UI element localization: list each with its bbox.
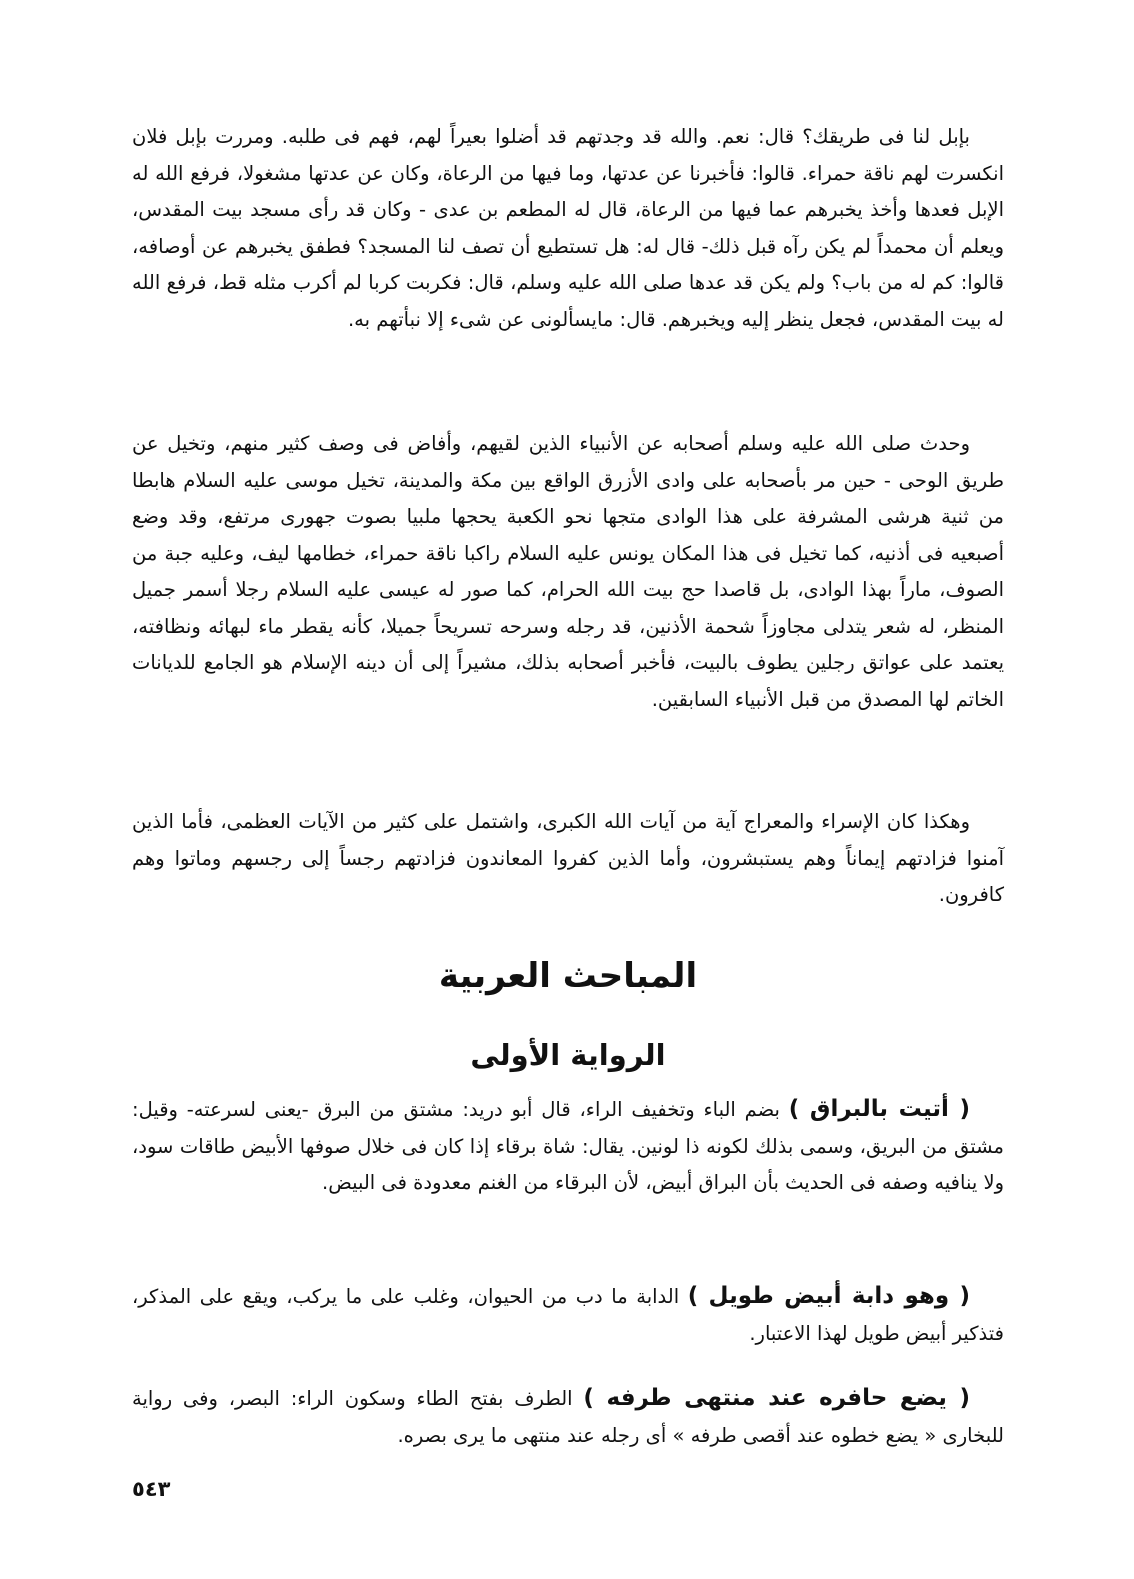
body-paragraph-2 — [132, 426, 1004, 718]
entry-term: ( يضع حافره عند منتهى طرفه ) — [583, 1385, 970, 1411]
entry-explanation: الطرف بفتح الطاء وسكون الراء: البصر، وفى رواية للبخارى « يضع خطوه عند أقصى طرفه » أى رجله عند منتهى ما يرى بصره. — [132, 1387, 1004, 1447]
entry-text — [132, 1278, 1004, 1352]
paragraph-text: بإبل لنا فى طريقك؟ قال: نعم. والله قد وجدتهم قد أضلوا بعيراً لهم، فهم فى طلبه. ومررت بإبل فلان انكسرت لهم ناقة حمراء. قالوا: فأخبرنا عن عدتها، وما فيها من الرعاة، وكان عن عدتها مشغولا، فرفع الله له الإبل فعدها وأخذ يخبرهم عما فيها من الرعاة، قال له المطعم بن عدى - وكان قد رأى مسجد بيت المقدس، ويعلم أن محمداً لم يكن رآه قبل ذلك- قال له: هل تستطيع أن تصف لنا المسجد؟ فطفق يخبرهم عن أوصافه، قالوا: كم له من باب؟ ولم يكن قد عدها صلى الله عليه وسلم، قال: فكربت كربا لم أكرب مثله قط، فرفع الله له بيت المقدس، فجعل ينظر إليه ويخبرهم. قال: مايسألونى عن شىء إلا نبأتهم به. — [132, 125, 1004, 331]
glossary-entry-1 — [132, 1091, 1004, 1202]
glossary-entry-3 — [132, 1380, 1004, 1454]
entry-text — [132, 1091, 1004, 1202]
body-paragraph-1 — [132, 119, 1004, 338]
entry-explanation: الدابة ما دب من الحيوان، وغلب على ما يركب، ويقع على المذكر، فتذكير أبيض طويل لهذا الاعتبار. — [132, 1285, 1004, 1345]
entry-term: ( أتيت بالبراق ) — [788, 1096, 970, 1122]
page-number: ٥٤٣ — [132, 1477, 171, 1501]
subsection-title: الرواية الأولى — [470, 1038, 666, 1072]
glossary-entry-2 — [132, 1278, 1004, 1352]
paragraph-text: وحدث صلى الله عليه وسلم أصحابه عن الأنبياء الذين لقيهم، وأفاض فى وصف كثير منهم، وتخيل عن طريق الوحى - حين مر بأصحابه على وادى الأزرق الواقع بين مكة والمدينة، تخيل موسى عليه السلام هابطا من ثنية هرشى المشرفة على هذا الوادى متجها نحو الكعبة يحجها ملبيا بصوت جهورى مرتفع، وقد وضع أصبعيه فى أذنيه، كما تخيل فى هذا المكان يونس عليه السلام راكبا ناقة حمراء، خطامها ليف، وعليه جبة من الصوف، ماراً بهذا الوادى، بل قاصدا حج بيت الله الحرام، كما صور له عيسى عليه السلام رجلا أسمر جميل المنظر، له شعر يتدلى مجاوزاً شحمة الأذنين، قد رجله وسرحه تسريحاً جميلا، كأنه يقطر ماء لبهائه ونظافته، يعتمد على عواتق رجلين يطوف بالبيت، فأخبر أصحابه بذلك، مشيراً إلى أن دينه الإسلام هو الجامع للديانات الخاتم لها المصدق من قبل الأنبياء السابقين. — [132, 432, 1004, 711]
entry-term: ( وهو دابة أبيض طويل ) — [687, 1283, 970, 1309]
entry-explanation: بضم الباء وتخفيف الراء، قال أبو دريد: مشتق من البرق -يعنى لسرعته- وقيل: مشتق من البريق، وسمى بذلك لكونه ذا لونين. يقال: شاة برقاء إذا كان فى خلال صوفها الأبيض طاقات سود، ولا ينافيه وصفه فى الحديث بأن البراق أبيض، لأن البرقاء من الغنم معدودة فى البيض. — [132, 1098, 1004, 1194]
body-paragraph-3 — [132, 804, 1004, 914]
entry-text — [132, 1380, 1004, 1454]
section-title: المباحث العربية — [438, 956, 698, 996]
paragraph-text: وهكذا كان الإسراء والمعراج آية من آيات الله الكبرى، واشتمل على كثير من الآيات العظمى، فأما الذين آمنوا فزادتهم إيماناً وهم يستبشرون، وأما الذين كفروا المعاندون فزادتهم رجساً إلى رجسهم وماتوا وهم كافرون. — [132, 810, 1004, 906]
